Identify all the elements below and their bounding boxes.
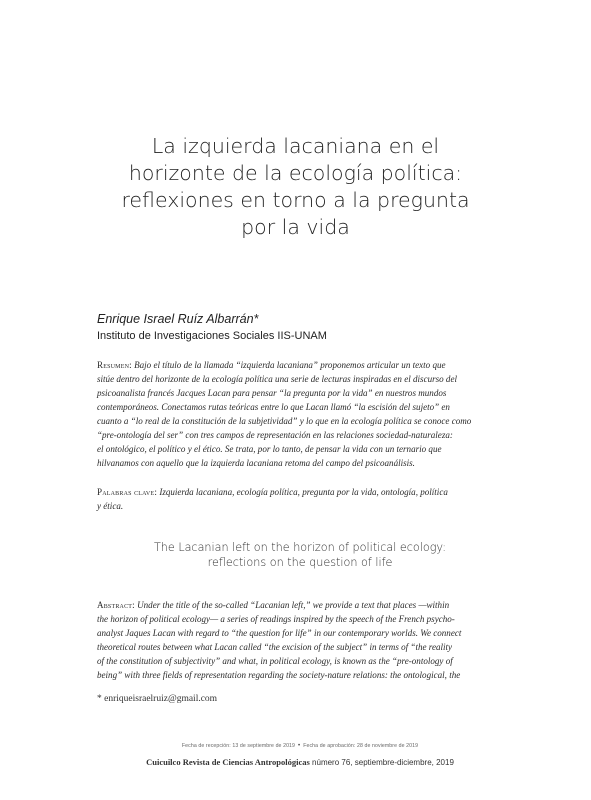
abstract-line: theoretical routes between what Lacan called “the excision of the subject” in terms of “the reality xyxy=(97,642,453,652)
journal-name: Cuicuilco Revista de Ciencias Antropológicas xyxy=(146,757,310,767)
title-line: reflexiones en torno a la pregunta xyxy=(121,188,470,212)
received-date: Fecha de recepción: 13 de septiembre de 2019 xyxy=(181,743,296,749)
abstract-block xyxy=(97,598,503,682)
submission-dates xyxy=(97,743,503,749)
abstract-label: Abstract: xyxy=(97,600,135,610)
date-separator: • xyxy=(298,743,301,749)
resumen-line: Resumen: Bajo el título de la llamada “izquierda lacaniana” proponemos articular un texto que xyxy=(97,360,446,370)
journal-footer xyxy=(97,757,503,767)
resumen-line: “pre-ontología del ser” con tres campos de representación en las relaciones sociedad-naturaleza: xyxy=(97,430,453,440)
author-affiliation: Instituto de Investigaciones Sociales IIS-UNAM xyxy=(97,330,327,342)
palabras-clave-line: y ética. xyxy=(97,501,124,511)
resumen-line: el ontológico, el político y el ético. Se trata, por lo tanto, de pensar la vida con un ternario que xyxy=(97,444,442,454)
journal-issue: número 76, septiembre-diciembre, 2019 xyxy=(312,758,454,767)
resumen-line: psicoanalista francés Jacques Lacan para pensar “la pregunta por la vida” en nuestros mundos xyxy=(97,388,447,398)
resumen-line: hilvanamos con aquello que la izquierda lacaniana retoma del campo del psicoanálisis. xyxy=(97,458,415,468)
english-title-line: reflections on the question of life xyxy=(207,556,393,569)
author-email-footnote[interactable]: * enriqueisraelruiz@gmail.com xyxy=(97,694,218,704)
approved-date: Fecha de aprobación: 28 de noviembre de 2019 xyxy=(303,743,419,749)
title-line: por la vida xyxy=(241,215,350,239)
title-line: horizonte de la ecología política: xyxy=(128,161,463,185)
resumen-line: contemporáneos. Conectamos rutas teóricas entre lo que Lacan llamó “la escisión del sujeto” en xyxy=(97,402,450,412)
resumen-block xyxy=(97,358,503,470)
title-line: La izquierda lacaniana en el xyxy=(151,134,440,158)
resumen-label: Resumen: xyxy=(97,360,132,370)
abstract-line: Abstract: Under the title of the so-called “Lacanian left,” we provide a text that places —within xyxy=(97,600,450,610)
abstract-line: being” with three fields of representation regarding the society-nature relations: the ontological, the xyxy=(97,670,461,680)
abstract-line: the horizon of political ecology— a series of readings inspired by the speech of the French psycho- xyxy=(97,614,455,624)
palabras-clave-label: Palabras clave: xyxy=(97,487,158,497)
abstract-line: of the constitution of subjectivity” and what, in political ecology, is known as the “pre-ontology of xyxy=(97,656,453,666)
palabras-clave-block xyxy=(97,485,503,513)
author-name: Enrique Israel Ruíz Albarrán* xyxy=(97,312,259,326)
article-title xyxy=(80,133,511,241)
resumen-line: sitúe dentro del horizonte de la ecología política una serie de lecturas inspiradas en el discurso del xyxy=(97,374,457,384)
resumen-line: cuanto a “lo real de la constitución de la subjetividad” y lo que en la ecología política se conoce como xyxy=(97,416,472,426)
abstract-line: analyst Jaques Lacan with regard to “the question for life” in our contemporary worlds. We connect xyxy=(97,628,462,638)
english-title xyxy=(97,540,503,570)
palabras-clave-line: Palabras clave: Izquierda lacaniana, ecología política, pregunta por la vida, ontología, política xyxy=(97,487,448,497)
english-title-line: The Lacanian left on the horizon of political ecology: xyxy=(153,541,447,554)
